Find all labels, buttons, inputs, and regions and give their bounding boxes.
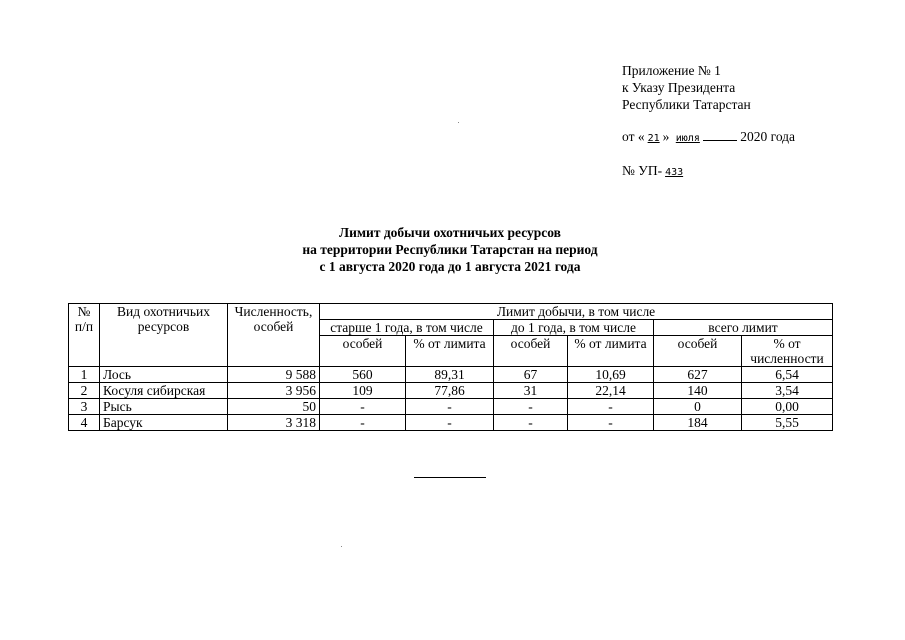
cell-older-pct: - (406, 415, 494, 431)
cell-count: 3 956 (228, 383, 320, 399)
scan-speck (341, 546, 342, 547)
header-percent: % от лимита (568, 336, 654, 367)
cell-number: 2 (69, 383, 100, 399)
cell-number: 3 (69, 399, 100, 415)
date-suffix: 2020 года (740, 129, 796, 144)
cell-total-pct: 5,55 (742, 415, 833, 431)
title-line-3: с 1 августа 2020 года до 1 августа 2021 года (319, 259, 581, 274)
header-individuals: особей (494, 336, 568, 367)
date-month: июля (675, 133, 700, 144)
header-kind: Вид охотничьих ресурсов (100, 304, 228, 367)
cell-count: 50 (228, 399, 320, 415)
cell-total-ind: 0 (654, 399, 742, 415)
cell-number: 1 (69, 367, 100, 383)
table-row (69, 399, 833, 415)
header-number: № п/п (69, 304, 100, 367)
cell-younger-pct: - (568, 399, 654, 415)
annex-line-3: Республики Татарстан (622, 97, 751, 112)
annex-date (622, 128, 795, 147)
cell-younger-pct: 10,69 (568, 367, 654, 383)
annex-line-2: к Указу Президента (622, 80, 736, 95)
annex-number (622, 162, 795, 181)
cell-older-pct: 77,86 (406, 383, 494, 399)
limits-table (68, 303, 833, 431)
date-month-line (703, 128, 737, 141)
cell-younger-ind: - (494, 415, 568, 431)
cell-total-pct: 0,00 (742, 399, 833, 415)
header-total: всего лимит (654, 320, 833, 336)
cell-older-pct: - (406, 399, 494, 415)
scan-speck (458, 122, 459, 123)
header-individuals: особей (654, 336, 742, 367)
table-row (69, 415, 833, 431)
title-line-2: на территории Республики Татарстан на период (302, 242, 598, 257)
cell-kind: Лось (100, 367, 228, 383)
date-day: 21 (647, 133, 660, 144)
separator-line (414, 477, 486, 478)
number-value: 433 (665, 167, 684, 178)
cell-younger-pct: 22,14 (568, 383, 654, 399)
cell-kind: Барсук (100, 415, 228, 431)
cell-count: 9 588 (228, 367, 320, 383)
cell-kind: Рысь (100, 399, 228, 415)
cell-older-pct: 89,31 (406, 367, 494, 383)
cell-total-ind: 184 (654, 415, 742, 431)
date-mid: » (662, 129, 670, 144)
cell-younger-ind: - (494, 399, 568, 415)
cell-total-pct: 3,54 (742, 383, 833, 399)
header-limit: Лимит добычи, в том числе (320, 304, 833, 320)
cell-kind: Косуля сибирская (100, 383, 228, 399)
table-row (69, 367, 833, 383)
header-percent: % от лимита (406, 336, 494, 367)
header-older: старше 1 года, в том числе (320, 320, 494, 336)
cell-older-ind: - (320, 399, 406, 415)
document-title (250, 224, 650, 275)
header-younger: до 1 года, в том числе (494, 320, 654, 336)
number-prefix: № УП- (622, 163, 663, 178)
annex-line-1: Приложение № 1 (622, 63, 721, 78)
cell-older-ind: 560 (320, 367, 406, 383)
cell-number: 4 (69, 415, 100, 431)
cell-older-ind: - (320, 415, 406, 431)
cell-total-pct: 6,54 (742, 367, 833, 383)
table-row (69, 383, 833, 399)
cell-total-ind: 627 (654, 367, 742, 383)
cell-younger-pct: - (568, 415, 654, 431)
header-percent-of-count: % от численности (742, 336, 833, 367)
date-prefix: от « (622, 129, 645, 144)
header-individuals: особей (320, 336, 406, 367)
header-count: Численность, особей (228, 304, 320, 367)
cell-older-ind: 109 (320, 383, 406, 399)
annex-block (622, 62, 795, 181)
cell-younger-ind: 31 (494, 383, 568, 399)
cell-total-ind: 140 (654, 383, 742, 399)
cell-count: 3 318 (228, 415, 320, 431)
title-line-1: Лимит добычи охотничьих ресурсов (339, 225, 561, 240)
cell-younger-ind: 67 (494, 367, 568, 383)
